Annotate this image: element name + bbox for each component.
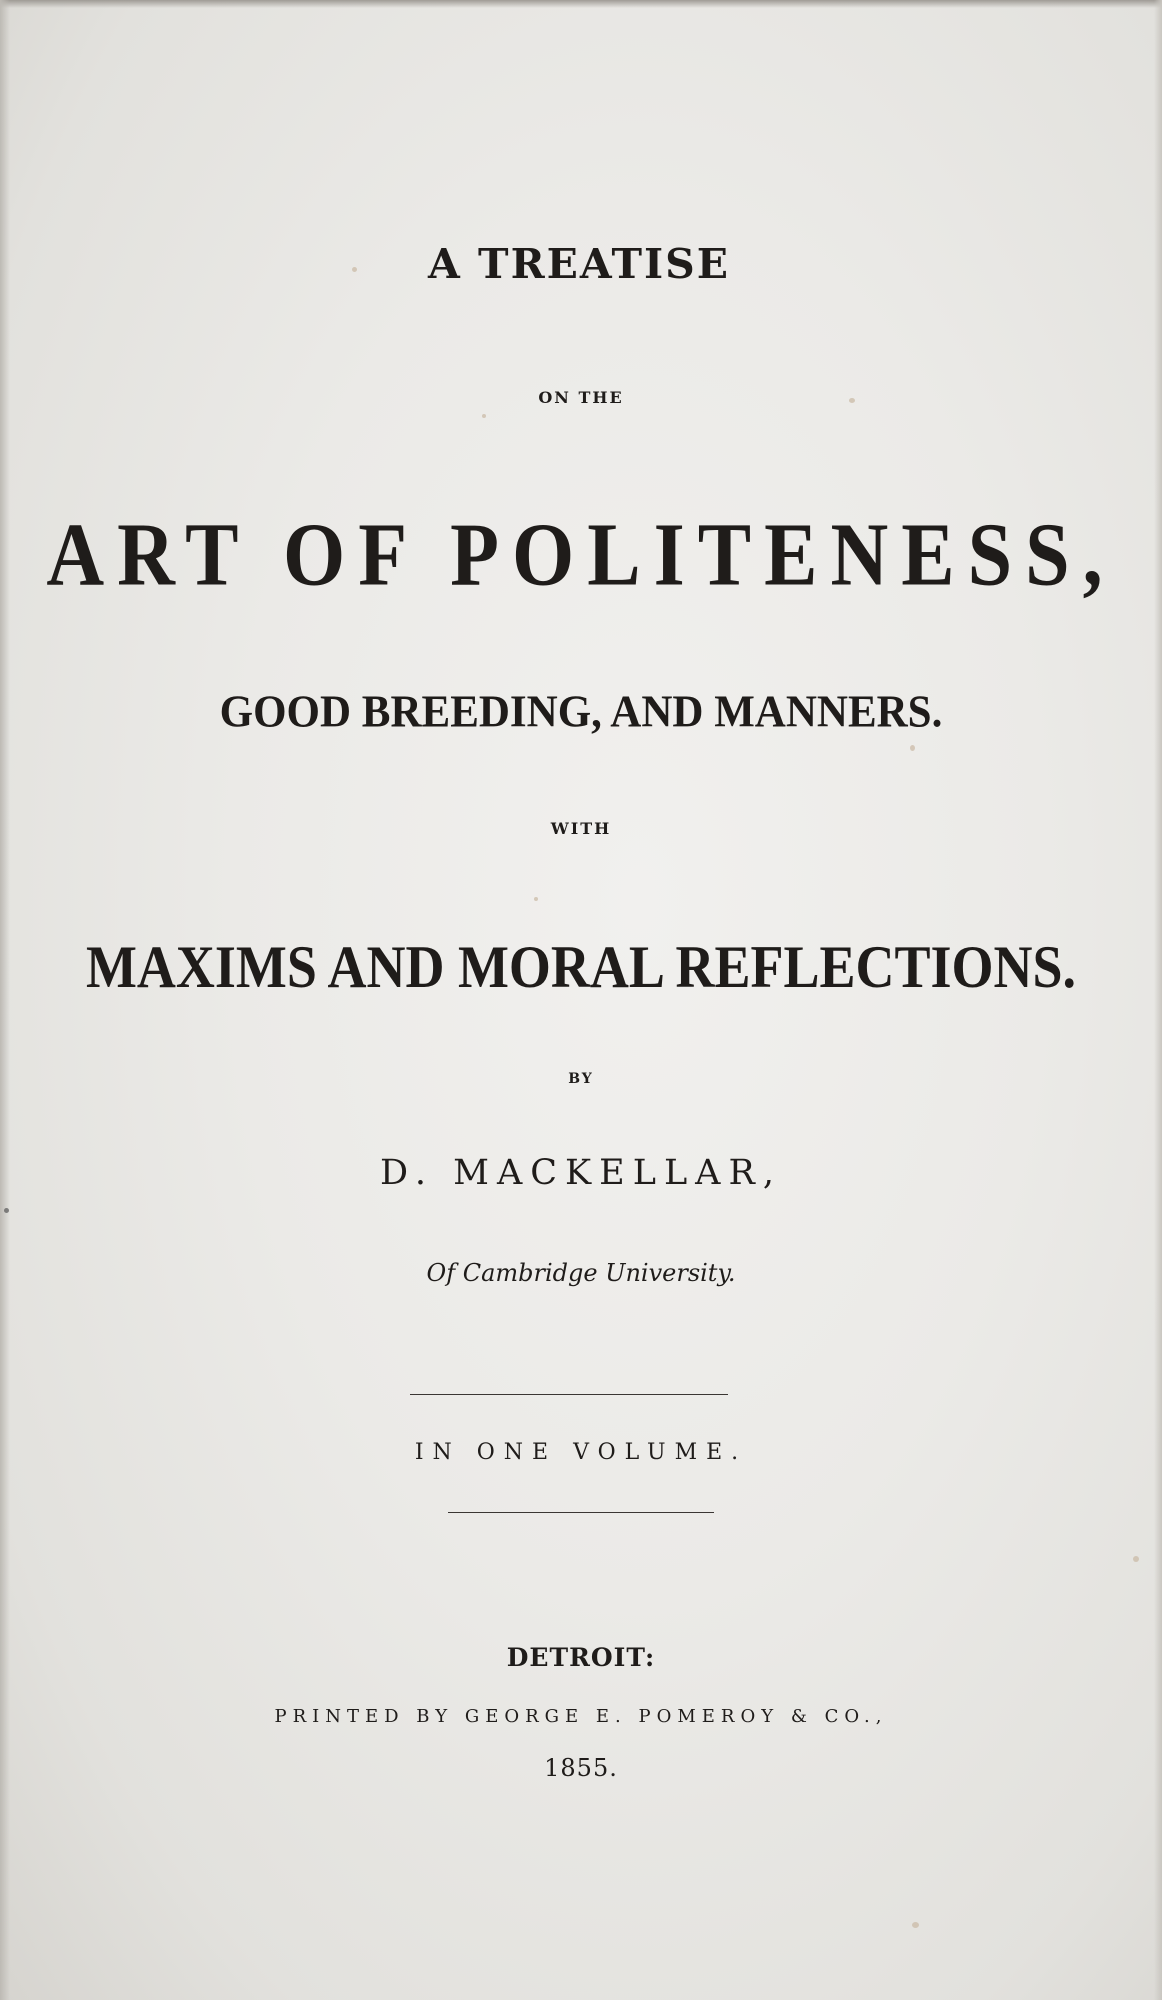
author-name: D. MACKELLAR, [380, 1153, 782, 1193]
author-affiliation: Of Cambridge University. [426, 1259, 736, 1287]
imprint-printer: PRINTED BY GEORGE E. POMEROY & CO., [274, 1706, 888, 1727]
paper-foxing-spot [1133, 1556, 1139, 1562]
title-line-treatise: A TREATISE [427, 240, 731, 288]
title-line-on-the: ON THE [538, 388, 624, 407]
main-title: ART OF POLITENESS, [46, 506, 1116, 605]
volume-note: IN ONE VOLUME. [414, 1440, 748, 1465]
paper-foxing-spot [910, 745, 915, 751]
rule-divider-bottom [448, 1512, 714, 1513]
rule-divider-top [410, 1394, 728, 1395]
imprint-place: DETROIT: [506, 1643, 656, 1672]
title-line-with: WITH [550, 819, 612, 838]
page-top-edge [0, 0, 1162, 8]
paper-foxing-spot [912, 1922, 919, 1928]
paper-foxing-spot [534, 897, 538, 901]
title-line-maxims: MAXIMS AND MORAL REFLECTIONS. [85, 933, 1077, 1001]
paper-foxing-spot [4, 1208, 9, 1213]
imprint-year: 1855. [544, 1754, 618, 1782]
byline-label: BY [568, 1071, 594, 1087]
subtitle: GOOD BREEDING, AND MANNERS. [219, 687, 943, 738]
paper-foxing-spot [482, 414, 486, 418]
